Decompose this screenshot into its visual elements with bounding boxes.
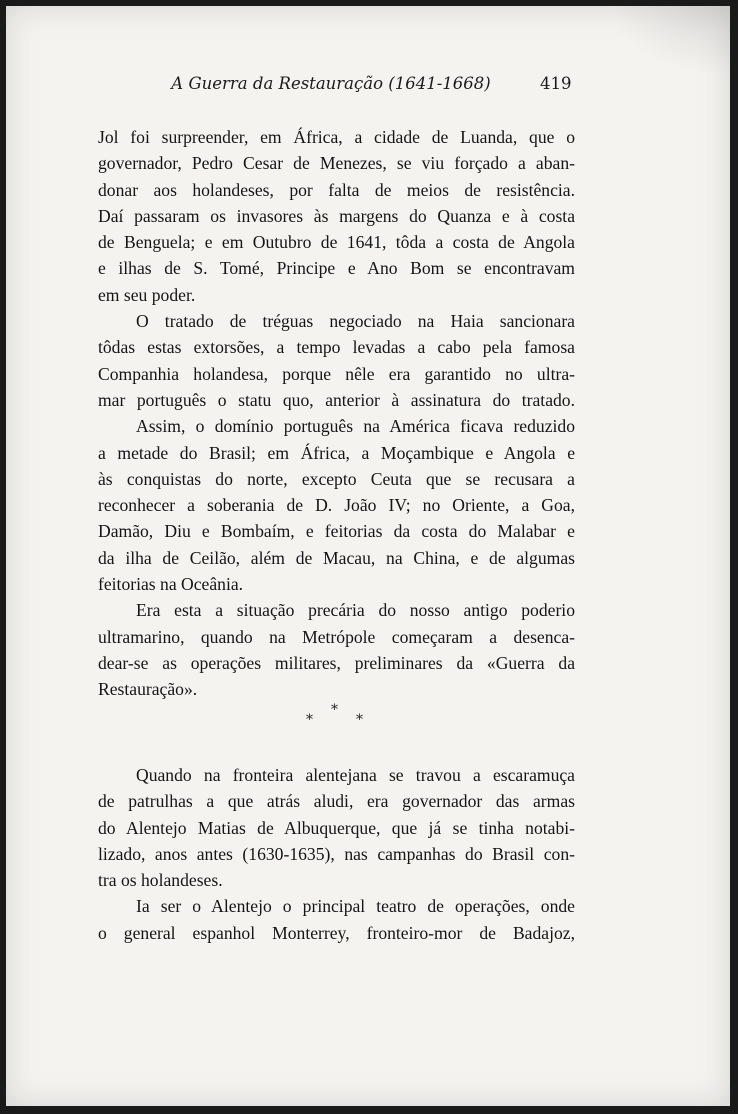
- text-line: feitorias na Oceânia.: [98, 574, 244, 595]
- text-line: lizado, anos antes (1630-1635), nas campanhas do Brasil con-: [98, 843, 575, 864]
- text-line: mar português o statu quo, anterior à assinatura do tratado.: [98, 389, 575, 410]
- section-separator: [294, 702, 384, 732]
- paragraph: [98, 762, 575, 893]
- text-line: da ilha de Ceilão, além de Macau, na China, e de algumas: [98, 547, 575, 568]
- text-line: às conquistas do norte, excepto Ceuta que se recusara a: [98, 468, 575, 489]
- text-line: governador, Pedro Cesar de Menezes, se viu forçado a aban-: [98, 153, 575, 174]
- paragraph: [98, 413, 575, 597]
- paragraph: [98, 308, 575, 413]
- asterisk: *: [306, 712, 313, 728]
- text-line: de patrulhas a que atrás aludi, era governador das armas: [98, 791, 575, 812]
- text-line: em seu poder.: [98, 284, 196, 305]
- book-page: [6, 6, 730, 1106]
- text-line: de Benguela; e em Outubro de 1641, tôda a costa de Angola: [98, 232, 575, 253]
- text-line: tôdas estas extorsões, a tempo levadas a cabo pela famosa: [98, 337, 575, 358]
- text-block-1: [98, 124, 575, 703]
- text-block-2: [98, 762, 575, 946]
- text-line: Damão, Diu e Bombaím, e feitorias da costa do Malabar e: [98, 521, 575, 542]
- scan-shadow: [610, 6, 730, 76]
- text-line: e ilhas de S. Tomé, Principe e Ano Bom se encontravam: [98, 258, 575, 279]
- text-line: do Alentejo Matias de Albuquerque, que já se tinha notabi-: [98, 817, 575, 838]
- text-line: Assim, o domínio português na América ficava reduzido: [136, 416, 575, 437]
- text-line: tra os holandeses.: [98, 870, 223, 891]
- paragraph: [98, 893, 575, 946]
- text-line: Companhia holandesa, porque nêle era garantido no ultra-: [98, 363, 575, 384]
- text-line: ultramarino, quando na Metrópole começaram a desenca-: [98, 626, 575, 647]
- text-line: Jol foi surpreender, em África, a cidade de Luanda, que o: [98, 127, 575, 147]
- text-line: donar aos holandeses, por falta de meios de resistência.: [98, 179, 575, 200]
- text-line: Ia ser o Alentejo o principal teatro de operações, onde: [136, 896, 575, 917]
- text-line: reconhecer a soberania de D. João IV; no Oriente, a Goa,: [98, 495, 575, 516]
- asterisk: *: [331, 702, 338, 718]
- text-line: dear-se as operações militares, preliminares da «Guerra da: [98, 652, 575, 673]
- text-line: Quando na fronteira alentejana se travou a escaramuça: [136, 765, 575, 785]
- page-number: 419: [540, 74, 572, 93]
- running-title: A Guerra da Restauração (1641-1668): [171, 74, 491, 93]
- text-line: Restauração».: [98, 679, 198, 700]
- paragraph: [98, 124, 575, 308]
- asterisk: *: [356, 712, 363, 728]
- text-line: Daí passaram os invasores às margens do Quanza e à costa: [98, 205, 575, 226]
- text-line: O tratado de tréguas negociado na Haia sancionara: [136, 311, 575, 332]
- text-line: Era esta a situação precária do nosso antigo poderio: [136, 600, 575, 621]
- paragraph: [98, 597, 575, 702]
- text-line: a metade do Brasil; em África, a Moçambique e Angola e: [98, 442, 575, 463]
- text-line: o general espanhol Monterrey, fronteiro-mor de Badajoz,: [98, 922, 575, 943]
